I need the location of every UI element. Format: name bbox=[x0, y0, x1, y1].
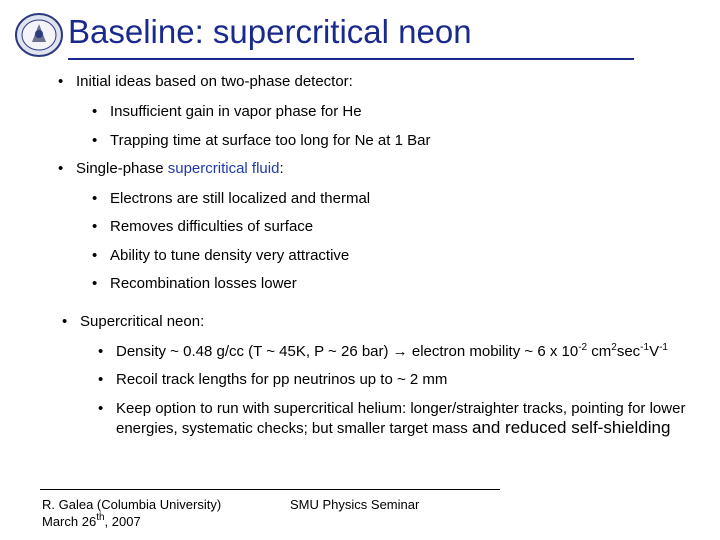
footer-author: R. Galea (Columbia University) March 26th, 2007 bbox=[42, 497, 222, 529]
supercritical-fluid-highlight: supercritical fluid bbox=[167, 160, 280, 177]
title-underline bbox=[68, 58, 634, 60]
university-seal-logo bbox=[14, 12, 64, 58]
slide-title: Baseline: supercritical neon bbox=[68, 13, 472, 50]
footer-rule bbox=[40, 489, 500, 490]
footer-event: SMU Physics Seminar bbox=[290, 497, 420, 512]
